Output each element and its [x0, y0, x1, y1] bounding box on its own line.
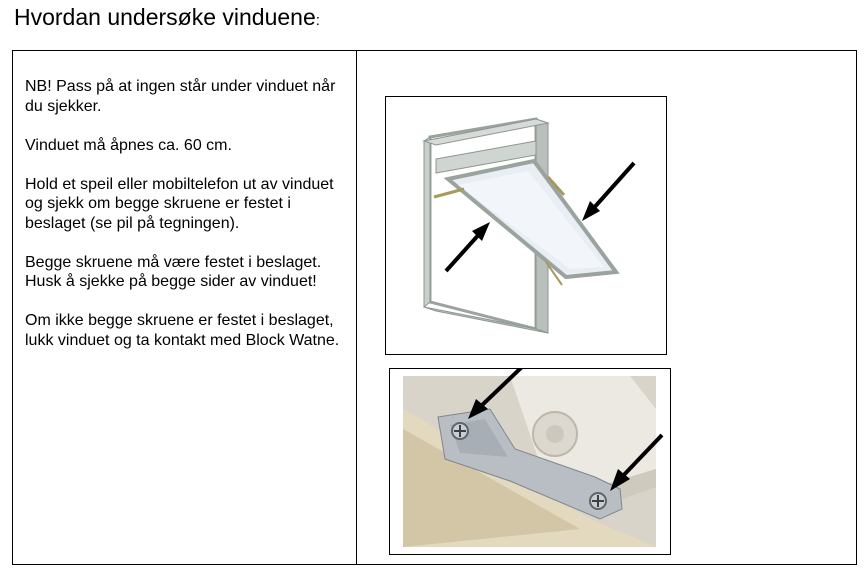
page-title-text: Hvordan undersøke vinduene [14, 4, 316, 30]
instruction-text-column [25, 77, 345, 370]
arrow-left [446, 231, 482, 271]
column-divider [356, 51, 357, 564]
instruction-paragraph-3: Hold et speil eller mobiltelefon ut av vinduet og sjekk om begge skruene er festet i beslaget (se pil på tegningen). [25, 175, 334, 232]
instruction-paragraph-2: Vinduet må åpnes ca. 60 cm. [25, 136, 232, 154]
page-title-colon: : [315, 12, 320, 29]
window-drawing-image [385, 96, 667, 355]
arrow-right [592, 163, 634, 210]
page-title [14, 4, 320, 31]
hinge-photo-svg [390, 369, 670, 554]
hinge-photo-image [389, 368, 671, 555]
instruction-table [12, 50, 857, 565]
instruction-paragraph-4: Begge skruene må være festet i beslaget. Husk å sjekke på begge sider av vinduet! [25, 253, 322, 290]
instruction-paragraph-5: Om ikke begge skruene er festet i beslaget, lukk vinduet og ta kontakt med Block Watne. [25, 312, 340, 349]
instruction-paragraph-1: NB! Pass på at ingen står under vinduet når du sjekker. [25, 78, 336, 115]
window-drawing-svg [386, 97, 666, 354]
